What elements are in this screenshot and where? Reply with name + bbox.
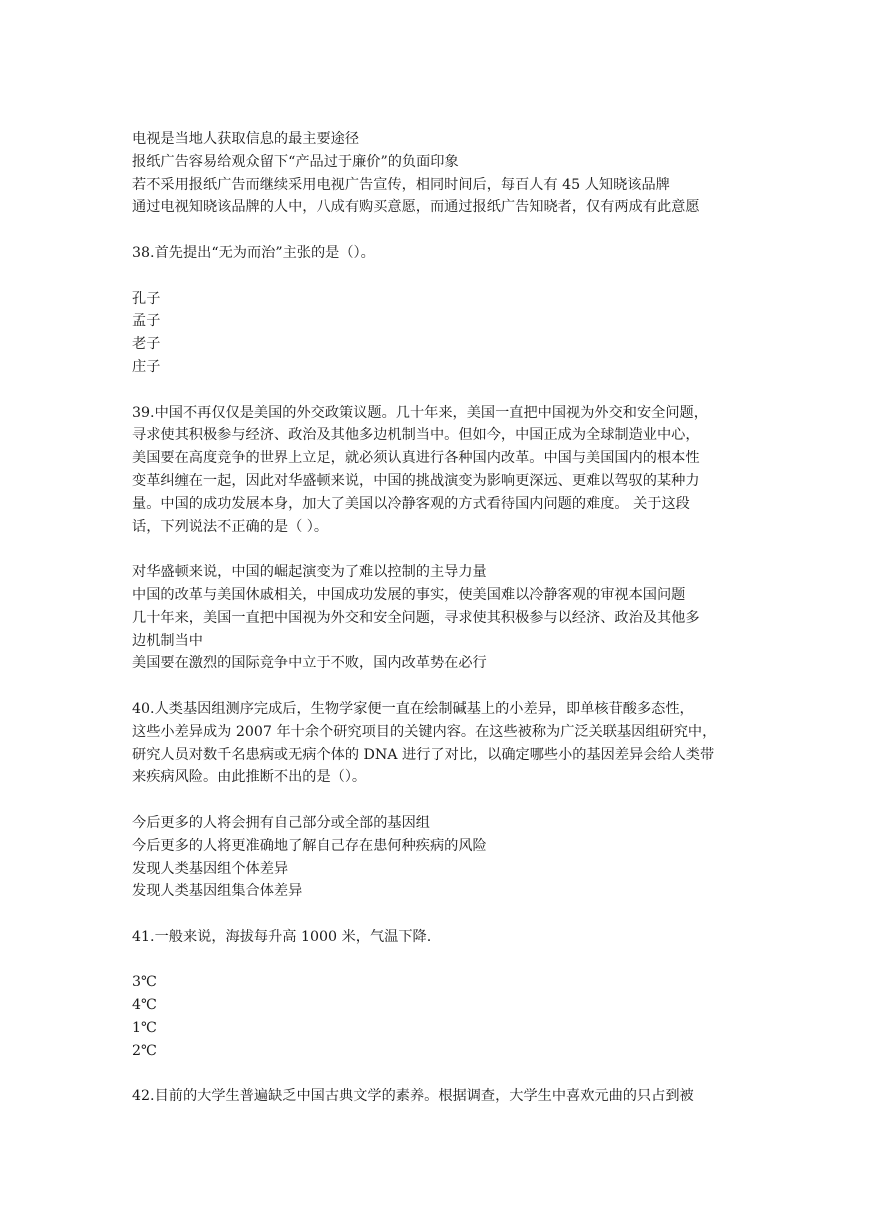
- option-line: 庄子: [132, 358, 161, 375]
- question-stem-line: 美国要在高度竞争的世界上立足，就必须认真进行各种国内改革。中国与美国国内的根本性: [132, 450, 700, 467]
- question-stem-line: 来疾病风险。由此推断不出的是（）。: [132, 769, 367, 786]
- option-line: 发现人类基因组个体差异: [132, 860, 289, 877]
- spacer: [132, 538, 744, 561]
- spacer: [132, 789, 744, 812]
- question-stem-line: 寻求使其积极参与经济、政治及其他多边机制当中。但如今，中国正成为全球制造业中心，: [132, 427, 700, 444]
- option-line: 今后更多的人将会拥有自己部分或全部的基因组: [132, 814, 430, 831]
- question-stem-line: 这些小差异成为 2007 年十余个研究项目的关键内容。在这些被称为广泛关联基因组研究中，: [132, 723, 717, 740]
- previous-question-options: [132, 128, 744, 219]
- option-line: 几十年来，美国一直把中国视为外交和安全问题，寻求使其积极参与以经济、政治及其他多: [132, 609, 700, 626]
- option-line: 电视是当地人获取信息的最主要途径: [132, 131, 360, 147]
- option-line: 老子: [132, 336, 161, 353]
- option-line: 4℃: [132, 997, 157, 1014]
- option-line: 通过电视知晓该品牌的人中，八成有购买意愿，而通过报纸广告知晓者，仅有两成有此意愿: [132, 199, 700, 216]
- question-42: [132, 1085, 744, 1108]
- question-stem-line: 量。中国的成功发展本身，加大了美国以冷静客观的方式看待国内问题的难度。 关于这段: [132, 495, 690, 512]
- question-40: [132, 698, 744, 903]
- option-line: 今后更多的人将更准确地了解自己存在患何种疾病的风险: [132, 837, 487, 854]
- document-page: [132, 128, 744, 1108]
- option-line: 美国要在激烈的国际竞争中立于不败，国内改革势在必行: [132, 655, 487, 672]
- spacer: [132, 903, 744, 926]
- question-stem: 38.首先提出“无为而治”主张的是（）。: [132, 244, 375, 261]
- question-41: [132, 926, 744, 1063]
- question-stem-line: 39.中国不再仅仅是美国的外交政策议题。几十年来，美国一直把中国视为外交和安全问题，: [132, 404, 708, 421]
- question-stem: 42.目前的大学生普遍缺乏中国古典文学的素养。根据调查，大学生中喜欢元曲的只占到被: [132, 1088, 694, 1105]
- option-line: 孔子: [132, 290, 161, 307]
- question-38: [132, 242, 744, 379]
- question-stem-line: 40.人类基因组测序完成后，生物学家便一直在绘制碱基上的小差异，即单核苷酸多态性，: [132, 700, 694, 717]
- question-stem-line: 研究人员对数千名患病或无病个体的 DNA 进行了对比，以确定哪些小的基因差异会给人类带: [132, 746, 715, 763]
- question-stem-line: 变革纠缠在一起，因此对华盛顿来说，中国的挑战演变为影响更深远、更难以驾驭的某种力: [132, 472, 700, 489]
- spacer: [132, 949, 744, 972]
- option-line: 孟子: [132, 313, 161, 330]
- option-line: 1℃: [132, 1020, 157, 1037]
- option-line: 中国的改革与美国休戚相关，中国成功发展的事实，使美国难以冷静客观的审视本国问题: [132, 586, 686, 603]
- option-line: 对华盛顿来说，中国的崛起演变为了难以控制的主导力量: [132, 564, 487, 581]
- option-line: 报纸广告容易给观众留下“产品过于廉价”的负面印象: [132, 153, 459, 170]
- option-line: 发现人类基因组集合体差异: [132, 883, 303, 900]
- spacer: [132, 1063, 744, 1086]
- question-39: [132, 402, 744, 676]
- spacer: [132, 265, 744, 288]
- question-stem: 41.一般来说，海拔每升高 1000 米，气温下降.: [132, 928, 432, 945]
- option-line: 2℃: [132, 1042, 157, 1059]
- spacer: [132, 219, 744, 242]
- option-line: 3℃: [132, 974, 157, 991]
- spacer: [132, 675, 744, 698]
- option-line: 边机制当中: [132, 632, 203, 649]
- question-stem-line: 话，下列说法不正确的是（ ）。: [132, 518, 329, 535]
- option-line: 若不采用报纸广告而继续采用电视广告宣传，相同时间后，每百人有 45 人知晓该品牌: [132, 176, 670, 193]
- spacer: [132, 379, 744, 402]
